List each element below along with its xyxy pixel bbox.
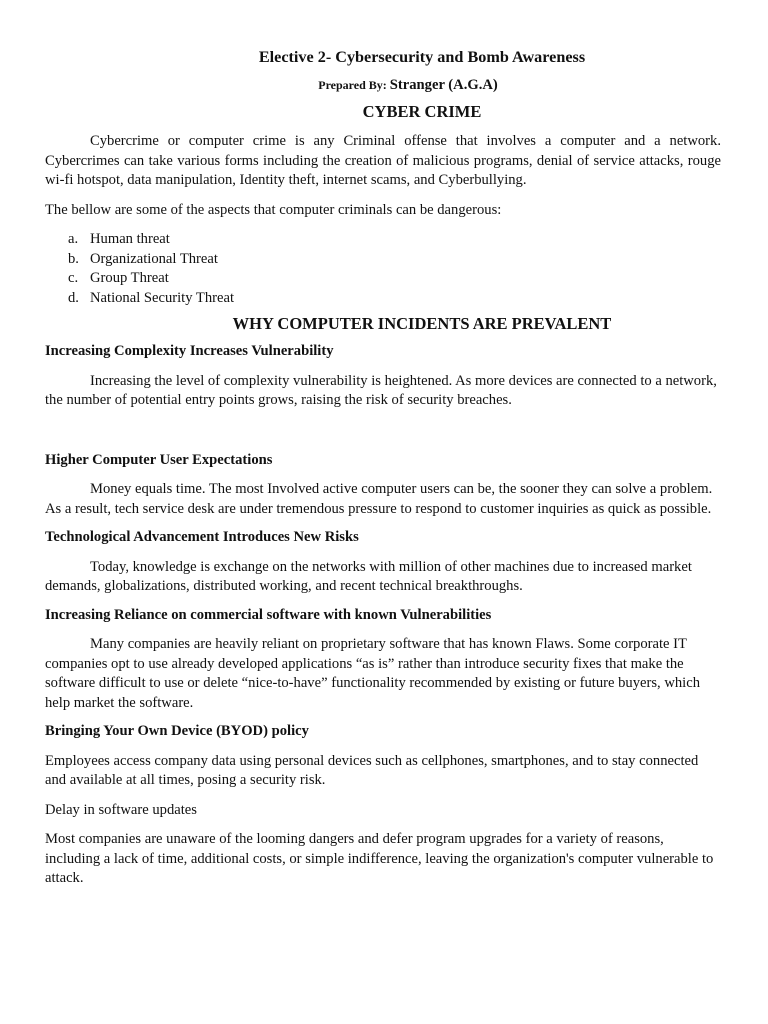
list-item-text: Human threat xyxy=(90,231,170,247)
list-item xyxy=(45,289,721,309)
paragraph-software-updates: Most companies are unaware of the looming dangers and defer program upgrades for a variety of reasons, including a lack of time, additional costs, or simple indifference, leaving the organization's computer vulnerable to attack. xyxy=(45,831,714,886)
paragraph-tech-advancement: Today, knowledge is exchange on the networks with million of other machines due to increased market demands, globalizations, distributed working, and recent technical breakthroughs. xyxy=(45,558,692,594)
paragraph-aspects-intro: The bellow are some of the aspects that computer criminals can be dangerous: xyxy=(45,201,502,218)
section-heading-why-incidents: WHY COMPUTER INCIDENTS ARE PREVALENT xyxy=(232,314,612,333)
list-item-text: National Security Threat xyxy=(90,289,234,306)
subheading-complexity: Increasing Complexity Increases Vulnerability xyxy=(45,343,334,359)
paragraph-byod: Employees access company data using personal devices such as cellphones, smartphones, and to stay connected and available at all times, posing a security risk. xyxy=(45,752,699,788)
subheading-byod: Bringing Your Own Device (BYOD) policy xyxy=(45,723,309,739)
prepared-by-line xyxy=(45,76,721,94)
paragraph-commercial-software: Many companies are heavily reliant on proprietary software that has known Flaws. Some corporate IT companies opt to use already developed applications “as is” rather than introduce security fixes that make the software difficult to use or delete “nice-to-have” functionality recommended by existing or future buyers, which help market the software. xyxy=(45,636,701,711)
list-marker: b. xyxy=(68,250,79,267)
document-page xyxy=(45,46,721,889)
prepared-by-label: Prepared By: xyxy=(318,78,390,92)
section-heading-cyber-crime: CYBER CRIME xyxy=(362,102,482,121)
subheading-user-expectations: Higher Computer User Expectations xyxy=(45,451,273,468)
list-marker: c. xyxy=(68,270,79,286)
paragraph-user-expectations: Money equals time. The most Involved active computer users can be, the sooner they can solve a problem. As a result, tech service desk are under tremendous pressure to respond to customer inquiries as quick as possible. xyxy=(45,481,713,517)
author-name: Stranger (A.G.A) xyxy=(389,77,498,93)
list-item xyxy=(45,269,721,289)
subheading-tech-advancement: Technological Advancement Introduces New Risks xyxy=(45,529,359,545)
list-item-text: Organizational Threat xyxy=(90,250,218,267)
list-item xyxy=(45,250,721,270)
list-item-text: Group Threat xyxy=(90,270,169,286)
list-marker: d. xyxy=(68,289,79,306)
paragraph-cybercrime-definition: Cybercrime or computer crime is any Criminal offense that involves a computer and a network. Cybercrimes can take various forms including the creation of malicious programs, denial of service attacks, rouge wi-fi hotspot, data manipulation, Identity theft, internet scams, and Cyberbullying. xyxy=(45,133,721,188)
threat-list xyxy=(45,230,721,308)
subheading-commercial-software: Increasing Reliance on commercial software with known Vulnerabilities xyxy=(45,606,492,623)
list-marker: a. xyxy=(68,231,79,247)
subheading-software-updates: Delay in software updates xyxy=(45,801,197,818)
paragraph-complexity: Increasing the level of complexity vulnerability is heightened. As more devices are connected to a network, the number of potential entry points grows, raising the risk of security breaches. xyxy=(45,372,717,408)
document-title: Elective 2- Cybersecurity and Bomb Awareness xyxy=(258,48,586,66)
list-item xyxy=(45,230,721,250)
